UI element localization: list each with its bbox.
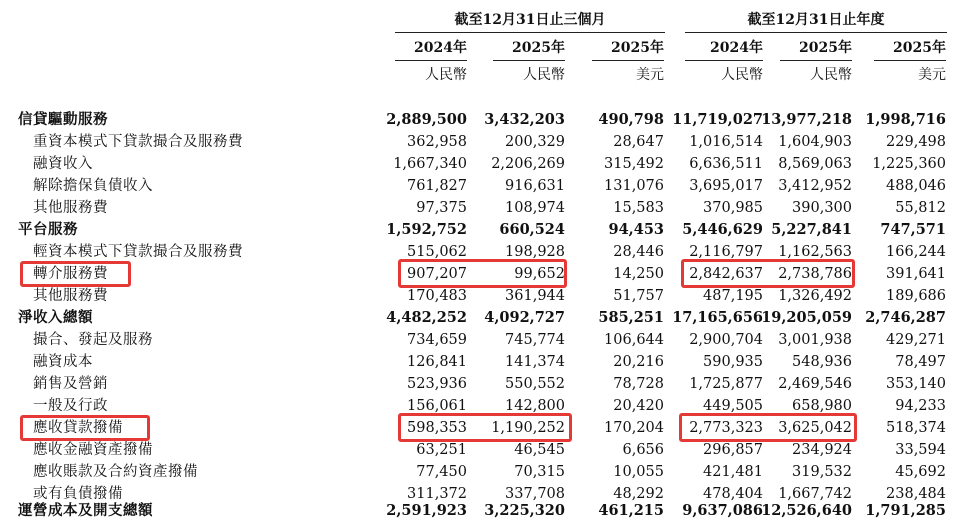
table-row	[0, 439, 960, 461]
cell: 15,583	[613, 200, 664, 216]
cell: 19,205,059	[761, 309, 852, 326]
cell: 2,773,323	[689, 420, 763, 436]
cell: 3,625,042	[778, 420, 852, 436]
cell: 78,728	[613, 376, 664, 392]
cell: 78,497	[895, 354, 946, 370]
table-row	[0, 219, 960, 241]
year-header: 2025年	[493, 36, 565, 61]
cell: 916,631	[505, 178, 565, 194]
cell: 747,571	[880, 221, 946, 238]
cell: 421,481	[703, 464, 763, 480]
cell: 1,190,252	[491, 420, 565, 436]
cell: 2,900,704	[689, 332, 763, 348]
cell: 1,162,563	[778, 244, 852, 260]
currency-header: 人民幣	[721, 67, 763, 83]
highlight-box	[398, 413, 572, 442]
table-row	[0, 131, 960, 153]
header-year: 截至12月31日止年度	[685, 8, 947, 33]
cell: 487,195	[703, 288, 763, 304]
highlight-box	[681, 259, 855, 288]
cell: 1,791,285	[865, 502, 946, 519]
cell: 13,977,218	[761, 111, 852, 128]
header-three-months: 截至12月31日止三個月	[395, 8, 665, 33]
cell: 77,450	[416, 464, 467, 480]
cell: 2,889,500	[386, 111, 467, 128]
cell: 3,001,938	[778, 332, 852, 348]
cell: 108,974	[505, 200, 565, 216]
cell: 3,225,320	[484, 502, 565, 519]
cell: 5,446,629	[682, 221, 763, 238]
cell: 4,092,727	[484, 309, 565, 326]
cell: 3,432,203	[484, 111, 565, 128]
cell: 141,374	[505, 354, 565, 370]
table-row	[0, 351, 960, 373]
cell: 2,738,786	[778, 266, 852, 282]
row-label: 轉介服務費	[33, 266, 108, 282]
cell: 449,505	[703, 398, 763, 414]
cell: 461,215	[598, 502, 664, 519]
currency-header: 人民幣	[425, 67, 467, 83]
row-label: 銷售及營銷	[33, 376, 108, 392]
row-label: 應收賬款及合約資產撥備	[33, 464, 198, 480]
table-row	[0, 175, 960, 197]
table-row	[0, 153, 960, 175]
currency-header: 人民幣	[523, 67, 565, 83]
cell: 590,935	[703, 354, 763, 370]
cell: 12,526,640	[761, 502, 852, 519]
row-label: 信貸驅動服務	[18, 111, 108, 128]
cell: 70,315	[514, 464, 565, 480]
cell: 14,250	[613, 266, 664, 282]
cell: 1,604,903	[778, 134, 852, 150]
cell: 28,446	[613, 244, 664, 260]
currency-header: 人民幣	[810, 67, 852, 83]
cell: 745,774	[505, 332, 565, 348]
cell: 51,757	[613, 288, 664, 304]
row-label: 撮合、發起及服務	[33, 332, 153, 348]
cell: 46,545	[514, 442, 565, 458]
cell: 1,326,492	[778, 288, 852, 304]
cell: 362,958	[407, 134, 467, 150]
cell: 10,055	[613, 464, 664, 480]
cell: 63,251	[416, 442, 467, 458]
cell: 353,140	[886, 376, 946, 392]
cell: 3,412,952	[778, 178, 852, 194]
cell: 170,204	[604, 420, 664, 436]
cell: 391,641	[886, 266, 946, 282]
cell: 131,076	[604, 178, 664, 194]
cell: 166,244	[886, 244, 946, 260]
cell: 734,659	[407, 332, 467, 348]
cell: 518,374	[886, 420, 946, 436]
cell: 523,936	[407, 376, 467, 392]
cell: 311,372	[407, 486, 467, 502]
row-label: 應收貸款撥備	[33, 420, 123, 436]
row-label: 平台服務	[18, 221, 78, 238]
cell: 598,353	[407, 420, 467, 436]
row-label: 解除擔保負債收入	[33, 178, 153, 194]
highlight-box	[20, 415, 150, 441]
cell: 1,667,742	[778, 486, 852, 502]
cell: 1,016,514	[689, 134, 763, 150]
cell: 585,251	[598, 309, 664, 326]
cell: 315,492	[604, 156, 664, 172]
table-row	[0, 461, 960, 483]
row-label: 淨收入總額	[18, 309, 93, 326]
highlight-box	[20, 261, 131, 287]
cell: 9,637,086	[682, 502, 763, 519]
year-header: 2025年	[592, 36, 664, 61]
cell: 156,061	[407, 398, 467, 414]
currency-header: 美元	[918, 67, 946, 83]
cell: 488,046	[886, 178, 946, 194]
cell: 20,420	[613, 398, 664, 414]
cell: 28,647	[613, 134, 664, 150]
cell: 99,652	[514, 266, 565, 282]
year-header: 2025年	[874, 36, 946, 61]
highlight-box	[398, 259, 567, 288]
cell: 142,800	[505, 398, 565, 414]
cell: 11,719,027	[672, 111, 763, 128]
cell: 1,225,360	[872, 156, 946, 172]
cell: 361,944	[505, 288, 565, 304]
cell: 238,484	[886, 486, 946, 502]
cell: 94,453	[608, 221, 664, 238]
cell: 5,227,841	[771, 221, 852, 238]
table-row	[0, 109, 960, 131]
cell: 319,532	[792, 464, 852, 480]
cell: 3,695,017	[689, 178, 763, 194]
cell: 189,686	[886, 288, 946, 304]
row-label: 融資收入	[33, 156, 93, 172]
row-label: 重資本模式下貸款撮合及服務費	[33, 134, 243, 150]
table-row	[0, 197, 960, 219]
cell: 234,924	[792, 442, 852, 458]
cell: 1,667,340	[393, 156, 467, 172]
cell: 94,233	[895, 398, 946, 414]
cell: 429,271	[886, 332, 946, 348]
cell: 170,483	[407, 288, 467, 304]
row-label: 其他服務費	[33, 288, 108, 304]
cell: 761,827	[407, 178, 467, 194]
cell: 1,592,752	[386, 221, 467, 238]
table-row	[0, 307, 960, 329]
year-header: 2025年	[780, 36, 852, 61]
table-row	[0, 373, 960, 395]
cell: 55,812	[895, 200, 946, 216]
cell: 2,206,269	[491, 156, 565, 172]
cell: 490,798	[598, 111, 664, 128]
cell: 907,207	[407, 266, 467, 282]
currency-header: 美元	[636, 67, 664, 83]
cell: 370,985	[703, 200, 763, 216]
table-row	[0, 329, 960, 351]
table-row	[0, 500, 960, 522]
cell: 2,591,923	[386, 502, 467, 519]
table-row	[0, 285, 960, 307]
row-label: 其他服務費	[33, 200, 108, 216]
cell: 33,594	[895, 442, 946, 458]
cell: 229,498	[886, 134, 946, 150]
cell: 17,165,656	[672, 309, 763, 326]
cell: 296,857	[703, 442, 763, 458]
year-header: 2024年	[685, 36, 763, 61]
row-label: 輕資本模式下貸款撮合及服務費	[33, 244, 243, 260]
cell: 4,482,252	[386, 309, 467, 326]
row-label: 運營成本及開支總額	[18, 502, 153, 519]
cell: 48,292	[613, 486, 664, 502]
cell: 548,936	[792, 354, 852, 370]
cell: 660,524	[499, 221, 565, 238]
row-label: 應收金融資產撥備	[33, 442, 153, 458]
cell: 2,746,287	[865, 309, 946, 326]
cell: 550,552	[505, 376, 565, 392]
highlight-box	[679, 413, 857, 442]
cell: 97,375	[416, 200, 467, 216]
cell: 2,842,637	[689, 266, 763, 282]
row-label: 或有負債撥備	[33, 486, 123, 502]
cell: 1,725,877	[689, 376, 763, 392]
cell: 6,636,511	[689, 156, 763, 172]
cell: 390,300	[792, 200, 852, 216]
cell: 8,569,063	[778, 156, 852, 172]
cell: 658,980	[792, 398, 852, 414]
cell: 1,998,716	[865, 111, 946, 128]
cell: 2,116,797	[689, 244, 763, 260]
cell: 198,928	[505, 244, 565, 260]
cell: 126,841	[407, 354, 467, 370]
cell: 20,216	[613, 354, 664, 370]
cell: 45,692	[895, 464, 946, 480]
cell: 106,644	[604, 332, 664, 348]
cell: 2,469,546	[778, 376, 852, 392]
cell: 337,708	[505, 486, 565, 502]
cell: 515,062	[407, 244, 467, 260]
year-header: 2024年	[395, 36, 467, 61]
cell: 6,656	[622, 442, 664, 458]
cell: 478,404	[703, 486, 763, 502]
row-label: 一般及行政	[33, 398, 108, 414]
cell: 200,329	[505, 134, 565, 150]
row-label: 融資成本	[33, 354, 93, 370]
